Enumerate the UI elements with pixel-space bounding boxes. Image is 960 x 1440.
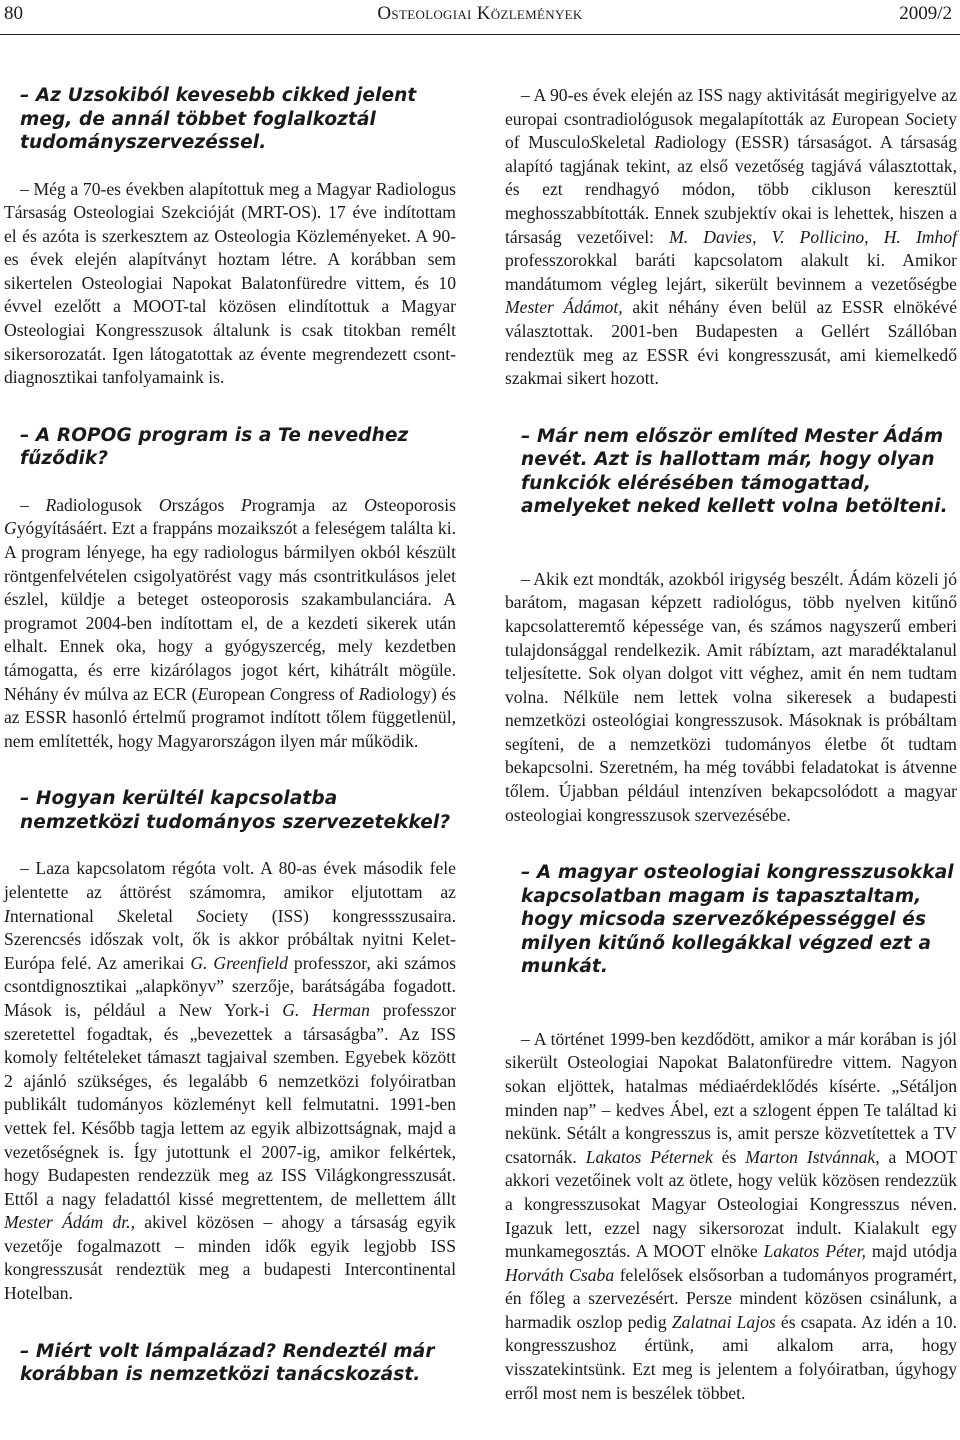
question-heading: – Az Uzsokiból kevesebb cikked jelent meg, de annál többet foglalkoztál tudományszervezéssel. bbox=[20, 85, 417, 153]
header-rule bbox=[0, 34, 960, 35]
answer-paragraph: – Akik ezt mondták, azokból irigység beszélt. Ádám közeli jó barátom, magasan képzett radiológus, több nyelven kitűnő kapcsolatteremtő képessége van, és számos nagyszerű emberi tulajdonsággal rendelkezik. Amit rábíztam, azt maradéktalanul teljesítette. Sok olyan dolgot vitt véghez, amit én nem tudtam volna. Nélküle nem lettek volna sikeresek a budapesti nemzetközi osteológiai kongresszusok. Másoknak is próbáltam segíteni, de a nemzetközi tudományos életbe őt tudtam bekapcsolni. Szeretném, ha még további feladatokat is átvenne tőlem. Újabban például intenzíven bekapcsolódott a magyar osteologiai kongresszusok szervezésébe. bbox=[505, 568, 957, 825]
right-column bbox=[505, 84, 957, 1405]
question-heading: – Hogyan kerültél kapcsolatba nemzetközi tudományos szervezetekkel? bbox=[20, 788, 451, 833]
question-heading: – Már nem először említed Mester Ádám nevét. Azt is hallottam már, hogy olyan funkciók elérésében támogattad, amelyeket neked kellett volna betölteni. bbox=[521, 425, 948, 518]
answer-paragraph: – Még a 70-es években alapítottuk meg a Magyar Radiologus Társaság Osteologiai Szekcióját (MRT-OS). 17 éve indítottam el és azóta is szerkesztem az Osteologia Közleményeket. A 90-es évek elején alapítványt hoztam létre. A korábban sem sikertelen Osteologiai Napokat Balatonfüredre vittem, és 10 évvel ezelőtt a MOOT-tal közösen elindítottuk a Magyar Osteologiai Kongresszusok általunk is csak titokban remélt sikersorozatát. Igen látogatottak az évente megrendezett csont-diagnosztikai tanfolyamaink is. bbox=[4, 178, 456, 388]
question-heading: – Miért volt lámpalázad? Rendeztél már korábban is nemzetközi tanácskozást. bbox=[20, 1340, 435, 1386]
issue-number: 2009/2 bbox=[899, 3, 952, 24]
journal-title: Osteologiai Közlemények bbox=[377, 3, 583, 24]
answer-paragraph: – A történet 1999-ben kezdődött, amikor a már korában is jól sikerült Osteologiai Napokat Balatonfüredre vittem. Nagyon sokan eljöttek, hatalmas médiaérdeklődés kísérte. „Sétáljon minden nap” – kedves Ábel, ezt a szlogent éppen Te találtad ki nekünk. Sétált a kongresszus is, amit persze közvetítettek a TV csatornák. Lakatos Péternek és Marton Istvánnak, a MOOT akkori vezetőinek volt az ötlete, hogy velük közösen rendezzük a kongresszusokat Magyar Osteologiai Kongresszus néven. Igazuk lett, ezzel nagy sikersorozat indult. Kialakult egy munkamegosztás. A MOOT elnöke Lakatos Péter, majd utódja Horváth Csaba felelősek elsősorban a tudományos programért, én főleg a szervezésért. Persze mindent közösen csinálunk, a harmadik oszlop pedig Zalatnai Lajos és csapata. Az idén a 10. kongresszushoz értünk, ami alkalom arra, hogy visszatekintsünk. Ezt meg is jelentem a folyóiratban, úgyhogy erről most nem is beszélek többet. bbox=[505, 1028, 958, 1403]
running-header bbox=[0, 0, 960, 44]
answer-paragraph: – A 90-es évek elején az ISS nagy aktivitását megirigyelve az europai csontradiológusok megalapították az European Society of MusculoSkeletal Radiology (ESSR) társaságot. A társaság alapító tagjának tekint, az első vezetőség tagjává választottak, és ezt rendhagyó módon, több cikluson keresztül meghosszabbították. Ennek szubjektív okai is lehettek, hiszen a társaság vezetőivel: M. Davies, V. Pollicino, H. Imhof professzorokkal baráti kapcsolatom alakult ki. Amikor mandátumom végleg lejárt, sikerült bevinnem a vezetőségbe Mester Ádámot, akit néhány éven belül az ESSR elnökévé választottak. 2001-ben Budapesten a Gellért Szállóban rendeztük meg az ESSR évi kongresszusát, ami kiemelkedő szakmai sikert hozott. bbox=[505, 85, 957, 389]
question-heading: – A magyar osteologiai kongresszusokkal kapcsolatban magam is tapasztaltam, hogy micsoda szervezőképességgel és milyen kitűnő kollegákkal végzed ezt a munkát. bbox=[521, 862, 954, 978]
left-column bbox=[4, 84, 456, 1410]
answer-paragraph: – Laza kapcsolatom régóta volt. A 80-as évek második fele jelentette az áttörést számomra, amikor eljutottam az International Skeletal Society (ISS) kongressszusaira. Szerencsés időszak volt, ők is akkor próbáltak nyitni Kelet-Európa felé. Az amerikai G. Greenfield professzor, aki számos csontdignosztikai „alapkönyv” szerzője, barátságába fogadott. Mások is, például a New York-i G. Herman professzor szeretettel fogadtak, és „bevezettek a társaságba”. Az ISS komoly feltételeket támaszt tagjaival szemben. Egyebek között 2 ajánló szükséges, és legalább 6 nemzetközi folyóiratban publikált tudományos közleményt kell felmutatni. 1991-ben vettek fel. Később tagja lettem az egyik albizottságnak, majd a vezetőségnek is. Így jutottunk el 2007-ig, amikor felkértek, hogy Budapesten rendezzük meg az ISS Világkongresszusát. Ettől a nagy feladattól kissé megrettentem, de mellettem állt Mester Ádám dr., akivel közösen – ahogy a társaság egyik vezetője fogalmazott – minden idők egyik legjobb ISS kongresszusát rendeztük meg a budapesti Intercontinental Hotelban. bbox=[4, 858, 456, 1304]
page-number: 80 bbox=[4, 3, 23, 24]
answer-paragraph: – Radiologusok Országos Programja az Osteoporosis Gyógyításáért. Ezt a frappáns mozaikszót a feleségem találta ki. A program lényege, ha egy radiologus bármilyen okból készült röntgenfelvételen csigolyatörést vagy más csontritkulásos jelet észlel, küldje a beteget osteoporosis szakambulanciára. A programot 2004-ben indítottam el, de a kezdeti sikerek után elhalt. Ennek oka, hogy a gyógyszercég, mely kezdetben támogatta, és erre kizárólagos jogot kért, kihátrált mögüle. Néhány év múlva az ECR (European Congress of Radiology) és az ESSR hasonló értelmű programot indított tőlem függetlenül, nem említették, hogy Magyarországon ilyen már működik. bbox=[4, 494, 456, 751]
question-heading: – A ROPOG program is a Te nevedhez fűződik? bbox=[20, 424, 409, 470]
